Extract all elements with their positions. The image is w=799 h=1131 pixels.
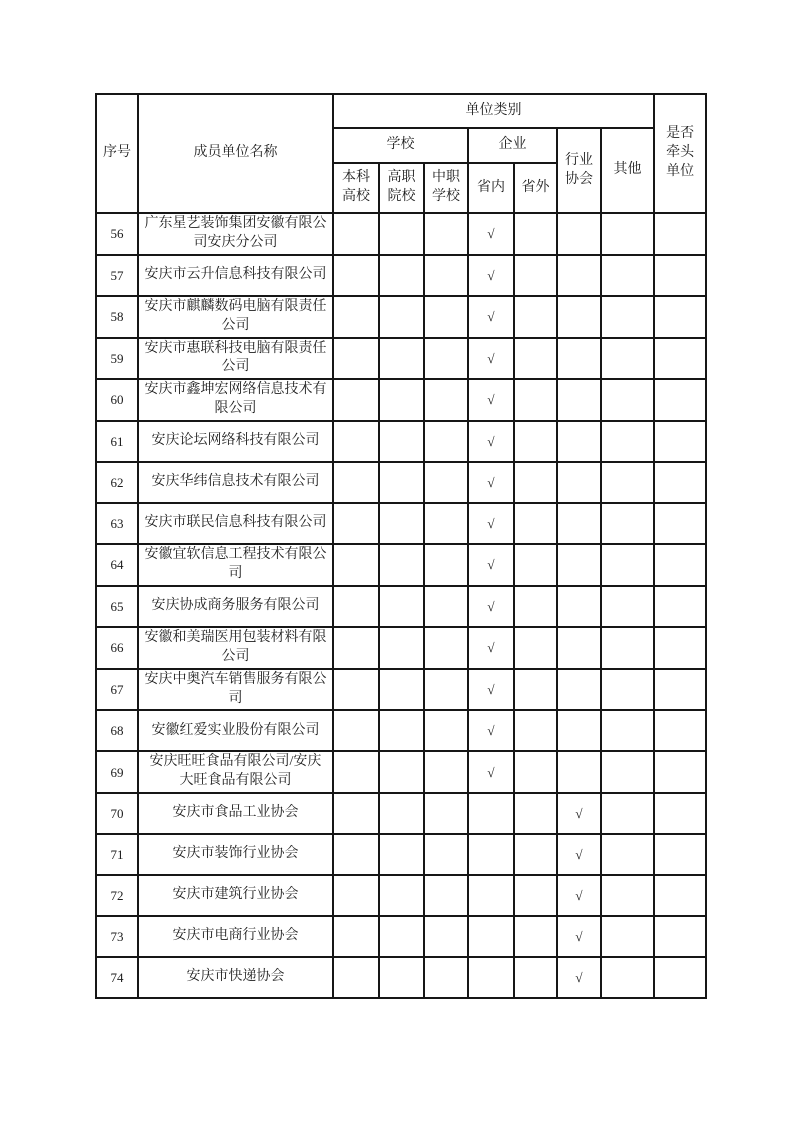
col-industry-association: 行业协会 (557, 128, 601, 213)
row-serial-number: 71 (96, 834, 138, 875)
check-province-outside (514, 503, 557, 544)
check-industry-association (557, 213, 601, 255)
check-province-outside (514, 710, 557, 751)
check-higher-vocational-school (379, 338, 424, 380)
check-undergraduate-school (333, 421, 379, 462)
check-industry-association: √ (557, 957, 601, 998)
check-industry-association: √ (557, 916, 601, 957)
check-industry-association (557, 379, 601, 421)
check-other (601, 916, 654, 957)
check-secondary-vocational-school (424, 834, 468, 875)
check-undergraduate-school (333, 586, 379, 627)
check-lead-unit (654, 916, 706, 957)
check-secondary-vocational-school (424, 296, 468, 338)
check-higher-vocational-school (379, 296, 424, 338)
check-secondary-vocational-school (424, 875, 468, 916)
check-other (601, 586, 654, 627)
check-industry-association (557, 255, 601, 296)
header-row-1 (96, 94, 706, 128)
check-industry-association (557, 586, 601, 627)
check-other (601, 957, 654, 998)
check-province-inside (468, 875, 514, 916)
check-secondary-vocational-school (424, 462, 468, 503)
check-secondary-vocational-school (424, 793, 468, 834)
table-row (96, 462, 706, 503)
check-higher-vocational-school (379, 627, 424, 669)
row-serial-number: 72 (96, 875, 138, 916)
row-serial-number: 70 (96, 793, 138, 834)
check-province-outside (514, 875, 557, 916)
check-undergraduate-school (333, 338, 379, 380)
check-province-inside: √ (468, 669, 514, 711)
unit-name: 安庆旺旺食品有限公司/安庆大旺食品有限公司 (138, 751, 333, 793)
check-undergraduate-school (333, 462, 379, 503)
check-undergraduate-school (333, 916, 379, 957)
col-province-inside: 省内 (468, 163, 514, 213)
check-other (601, 379, 654, 421)
check-industry-association (557, 751, 601, 793)
check-lead-unit (654, 957, 706, 998)
check-other (601, 834, 654, 875)
check-undergraduate-school (333, 544, 379, 586)
check-secondary-vocational-school (424, 338, 468, 380)
check-undergraduate-school (333, 957, 379, 998)
unit-name: 安徽红爱实业股份有限公司 (138, 710, 333, 751)
check-undergraduate-school (333, 213, 379, 255)
col-province-outside: 省外 (514, 163, 557, 213)
check-province-inside: √ (468, 710, 514, 751)
unit-name: 安庆市鑫坤宏网络信息技术有限公司 (138, 379, 333, 421)
check-other (601, 669, 654, 711)
check-lead-unit (654, 710, 706, 751)
row-serial-number: 69 (96, 751, 138, 793)
table-row (96, 916, 706, 957)
check-province-outside (514, 379, 557, 421)
check-other (601, 710, 654, 751)
check-higher-vocational-school (379, 834, 424, 875)
check-province-outside (514, 462, 557, 503)
member-units-table (95, 93, 707, 999)
unit-name: 安庆市联民信息科技有限公司 (138, 503, 333, 544)
check-province-inside (468, 957, 514, 998)
check-other (601, 793, 654, 834)
check-province-inside: √ (468, 586, 514, 627)
check-province-outside (514, 793, 557, 834)
check-industry-association: √ (557, 875, 601, 916)
check-higher-vocational-school (379, 916, 424, 957)
table-row (96, 503, 706, 544)
row-serial-number: 74 (96, 957, 138, 998)
check-higher-vocational-school (379, 503, 424, 544)
check-lead-unit (654, 544, 706, 586)
check-province-inside: √ (468, 255, 514, 296)
check-province-outside (514, 669, 557, 711)
check-other (601, 255, 654, 296)
table-row (96, 379, 706, 421)
check-undergraduate-school (333, 751, 379, 793)
table-row (96, 421, 706, 462)
unit-name: 安徽宜软信息工程技术有限公司 (138, 544, 333, 586)
check-higher-vocational-school (379, 751, 424, 793)
check-province-outside (514, 916, 557, 957)
check-province-inside: √ (468, 379, 514, 421)
table-row (96, 586, 706, 627)
check-undergraduate-school (333, 875, 379, 916)
table-row (96, 296, 706, 338)
check-province-inside: √ (468, 503, 514, 544)
check-undergraduate-school (333, 834, 379, 875)
unit-name: 安庆协成商务服务有限公司 (138, 586, 333, 627)
table-row (96, 751, 706, 793)
check-higher-vocational-school (379, 255, 424, 296)
check-lead-unit (654, 379, 706, 421)
check-undergraduate-school (333, 793, 379, 834)
unit-name: 安徽和美瑞医用包装材料有限公司 (138, 627, 333, 669)
col-school-group: 学校 (333, 128, 468, 163)
table-row (96, 834, 706, 875)
table-header (96, 94, 706, 213)
check-province-inside: √ (468, 213, 514, 255)
table-row (96, 627, 706, 669)
table-row (96, 793, 706, 834)
check-higher-vocational-school (379, 875, 424, 916)
check-province-outside (514, 957, 557, 998)
check-province-outside (514, 213, 557, 255)
row-serial-number: 60 (96, 379, 138, 421)
check-province-outside (514, 751, 557, 793)
col-enterprise-group: 企业 (468, 128, 557, 163)
check-undergraduate-school (333, 710, 379, 751)
check-province-outside (514, 627, 557, 669)
check-secondary-vocational-school (424, 503, 468, 544)
col-unit-category: 单位类别 (333, 94, 654, 128)
row-serial-number: 64 (96, 544, 138, 586)
check-other (601, 503, 654, 544)
check-lead-unit (654, 213, 706, 255)
row-serial-number: 57 (96, 255, 138, 296)
check-other (601, 627, 654, 669)
check-lead-unit (654, 875, 706, 916)
check-province-outside (514, 834, 557, 875)
check-secondary-vocational-school (424, 751, 468, 793)
check-province-inside: √ (468, 751, 514, 793)
check-lead-unit (654, 421, 706, 462)
table-row (96, 338, 706, 380)
check-industry-association (557, 627, 601, 669)
row-serial-number: 56 (96, 213, 138, 255)
table-row (96, 710, 706, 751)
check-province-inside: √ (468, 296, 514, 338)
check-province-inside: √ (468, 627, 514, 669)
table-row (96, 255, 706, 296)
check-province-outside (514, 255, 557, 296)
check-province-inside (468, 793, 514, 834)
check-lead-unit (654, 255, 706, 296)
row-serial-number: 65 (96, 586, 138, 627)
unit-name: 安庆市食品工业协会 (138, 793, 333, 834)
check-higher-vocational-school (379, 957, 424, 998)
check-province-outside (514, 586, 557, 627)
check-secondary-vocational-school (424, 213, 468, 255)
check-undergraduate-school (333, 379, 379, 421)
col-lead-unit: 是否牵头单位 (654, 94, 706, 213)
check-secondary-vocational-school (424, 544, 468, 586)
row-serial-number: 61 (96, 421, 138, 462)
check-industry-association (557, 544, 601, 586)
col-higher-vocational-school: 高职院校 (379, 163, 424, 213)
check-undergraduate-school (333, 255, 379, 296)
check-secondary-vocational-school (424, 627, 468, 669)
check-lead-unit (654, 586, 706, 627)
check-province-inside: √ (468, 421, 514, 462)
check-other (601, 421, 654, 462)
row-serial-number: 73 (96, 916, 138, 957)
col-serial-number: 序号 (96, 94, 138, 213)
check-industry-association (557, 421, 601, 462)
table-row (96, 669, 706, 711)
row-serial-number: 67 (96, 669, 138, 711)
check-higher-vocational-school (379, 793, 424, 834)
check-secondary-vocational-school (424, 255, 468, 296)
check-lead-unit (654, 793, 706, 834)
check-higher-vocational-school (379, 213, 424, 255)
row-serial-number: 68 (96, 710, 138, 751)
row-serial-number: 58 (96, 296, 138, 338)
check-province-inside (468, 916, 514, 957)
check-industry-association (557, 338, 601, 380)
row-serial-number: 62 (96, 462, 138, 503)
unit-name: 安庆市麒麟数码电脑有限责任公司 (138, 296, 333, 338)
check-other (601, 751, 654, 793)
check-province-outside (514, 544, 557, 586)
check-other (601, 213, 654, 255)
check-province-outside (514, 296, 557, 338)
check-industry-association (557, 503, 601, 544)
check-secondary-vocational-school (424, 957, 468, 998)
table-body (96, 213, 706, 998)
check-higher-vocational-school (379, 669, 424, 711)
row-serial-number: 63 (96, 503, 138, 544)
col-secondary-vocational-school: 中职学校 (424, 163, 468, 213)
check-province-inside: √ (468, 338, 514, 380)
check-higher-vocational-school (379, 421, 424, 462)
check-other (601, 544, 654, 586)
unit-name: 安庆市惠联科技电脑有限责任公司 (138, 338, 333, 380)
check-province-outside (514, 338, 557, 380)
check-higher-vocational-school (379, 710, 424, 751)
col-undergraduate-school: 本科高校 (333, 163, 379, 213)
unit-name: 安庆市装饰行业协会 (138, 834, 333, 875)
unit-name: 广东星艺装饰集团安徽有限公司安庆分公司 (138, 213, 333, 255)
check-lead-unit (654, 834, 706, 875)
check-province-outside (514, 421, 557, 462)
check-higher-vocational-school (379, 586, 424, 627)
check-secondary-vocational-school (424, 379, 468, 421)
col-other: 其他 (601, 128, 654, 213)
unit-name: 安庆市建筑行业协会 (138, 875, 333, 916)
check-lead-unit (654, 338, 706, 380)
unit-name: 安庆论坛网络科技有限公司 (138, 421, 333, 462)
check-other (601, 338, 654, 380)
check-province-inside (468, 834, 514, 875)
unit-name: 安庆市电商行业协会 (138, 916, 333, 957)
check-other (601, 296, 654, 338)
row-serial-number: 66 (96, 627, 138, 669)
check-industry-association (557, 669, 601, 711)
unit-name: 安庆华纬信息技术有限公司 (138, 462, 333, 503)
check-lead-unit (654, 627, 706, 669)
check-higher-vocational-school (379, 462, 424, 503)
check-industry-association: √ (557, 793, 601, 834)
check-secondary-vocational-school (424, 669, 468, 711)
check-secondary-vocational-school (424, 586, 468, 627)
check-secondary-vocational-school (424, 710, 468, 751)
unit-name: 安庆市快递协会 (138, 957, 333, 998)
check-industry-association (557, 296, 601, 338)
check-other (601, 462, 654, 503)
check-province-inside: √ (468, 544, 514, 586)
check-lead-unit (654, 751, 706, 793)
unit-name: 安庆市云升信息科技有限公司 (138, 255, 333, 296)
check-higher-vocational-school (379, 544, 424, 586)
check-industry-association: √ (557, 834, 601, 875)
check-higher-vocational-school (379, 379, 424, 421)
check-province-inside: √ (468, 462, 514, 503)
check-other (601, 875, 654, 916)
check-lead-unit (654, 503, 706, 544)
check-industry-association (557, 710, 601, 751)
unit-name: 安庆中奥汽车销售服务有限公司 (138, 669, 333, 711)
col-member-unit-name: 成员单位名称 (138, 94, 333, 213)
check-undergraduate-school (333, 627, 379, 669)
check-secondary-vocational-school (424, 916, 468, 957)
check-lead-unit (654, 669, 706, 711)
check-lead-unit (654, 296, 706, 338)
check-secondary-vocational-school (424, 421, 468, 462)
table-row (96, 544, 706, 586)
check-lead-unit (654, 462, 706, 503)
check-undergraduate-school (333, 296, 379, 338)
table-row (96, 875, 706, 916)
table-row (96, 957, 706, 998)
check-undergraduate-school (333, 503, 379, 544)
table-row (96, 213, 706, 255)
row-serial-number: 59 (96, 338, 138, 380)
check-industry-association (557, 462, 601, 503)
check-undergraduate-school (333, 669, 379, 711)
